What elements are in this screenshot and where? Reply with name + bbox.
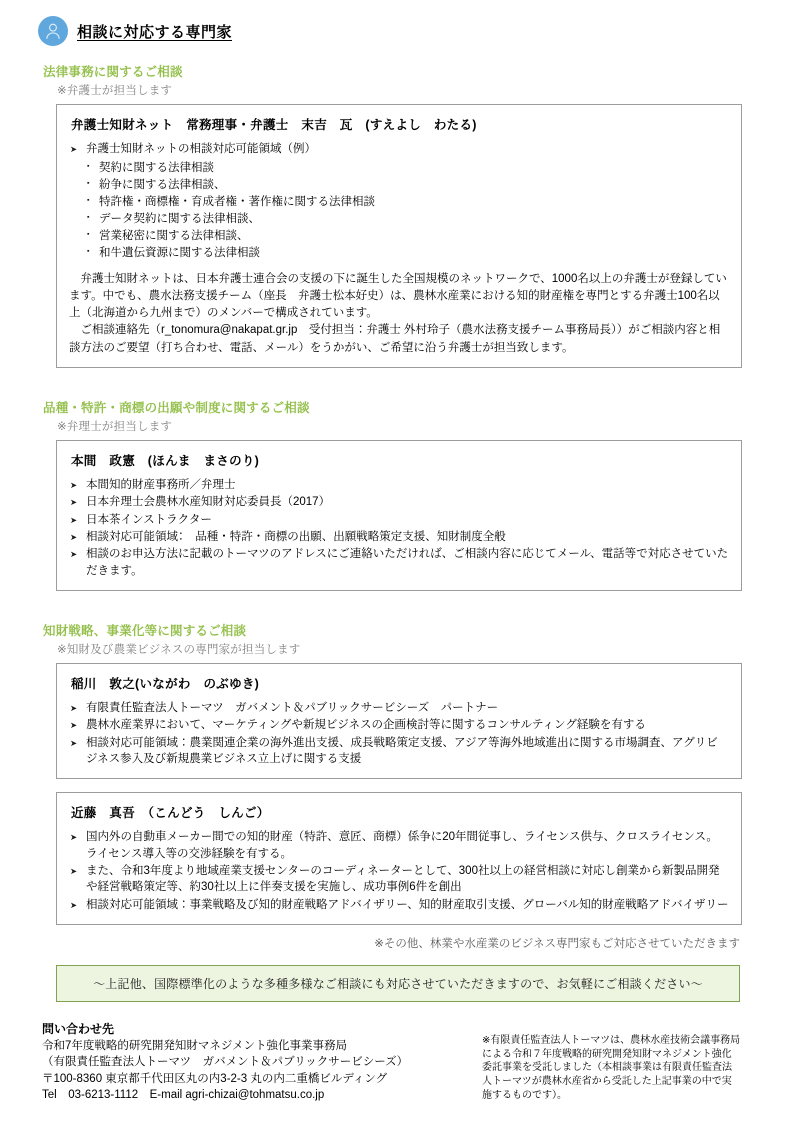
section-subheading: ※弁理士が担当します bbox=[57, 420, 173, 433]
section-ip-strategy bbox=[30, 621, 764, 951]
section-subheading: ※知財及び農業ビジネスの専門家が担当します bbox=[57, 643, 301, 656]
contact-block bbox=[42, 1020, 472, 1103]
list-item: ▪ 契約に関する法律相談 bbox=[85, 160, 729, 177]
expert-bullet-list bbox=[69, 700, 729, 767]
list-item: ▪ 特許権・商標権・育成者権・著作権に関する法律相談 bbox=[85, 194, 729, 211]
contact-label: 問い合わせ先 bbox=[42, 1021, 115, 1036]
expert-bullet-list bbox=[69, 829, 729, 913]
consultation-banner: ～上記他、国際標準化のような多種多様なご相談にも対応させていただきますので、お気軽にご相談ください～ bbox=[56, 965, 740, 1002]
expert-name: 弁護士知財ネット 常務理事・弁護士 末吉 瓦 (すえよし わたる) bbox=[71, 118, 477, 132]
contact-line: （有限責任監査法人トーマツ ガバメント＆パブリックサービシーズ） bbox=[42, 1056, 409, 1069]
sub-bullet-wrap bbox=[85, 160, 729, 261]
disclaimer-line: 人トーマツが農林水産省から受託した上記事業の中で実 bbox=[482, 1076, 732, 1088]
section-subheading: ※弁護士が担当します bbox=[57, 85, 173, 97]
list-item: ➤ 日本弁理士会農林水産知財対応委員長（2017） bbox=[69, 494, 729, 510]
expert-description bbox=[69, 271, 729, 357]
section-heading: 知財戦略、事業化等に関するご相談 bbox=[43, 623, 247, 638]
expert-bullet-list bbox=[69, 141, 729, 157]
disclaimer-line: による令和７年度戦略的研究開発知財マネジメント強化 bbox=[482, 1048, 732, 1060]
expert-name: 稲川 敦之(いながわ のぶゆき) bbox=[71, 676, 260, 691]
contact-address: 〒100-8360 東京都千代田区丸の内3-2-3 丸の内二重橋ビルディング bbox=[42, 1072, 388, 1085]
footer-disclaimer bbox=[482, 1020, 746, 1103]
contact-line: 令和7年度戦略的研究開発知財マネジメント強化事業事務局 bbox=[42, 1039, 348, 1052]
disclaimer-line: 委託事業を受託しました（本相談事業は有限責任監査法 bbox=[482, 1062, 732, 1074]
list-item: ➤ 国内外の自動車メーカー間での知的財産（特許、意匠、商標）係争に20年間従事し、ライセンス供与、クロスライセンス。ライセンス導入等の交渉経験を有する。 bbox=[69, 829, 729, 862]
expert-bullet-list bbox=[69, 477, 729, 579]
document-footer bbox=[42, 1020, 746, 1103]
list-item: ➤ 本間知的財産事務所／弁理士 bbox=[69, 477, 729, 493]
expert-sub-list bbox=[85, 160, 729, 261]
disclaimer-line: 施するものです）。 bbox=[482, 1090, 567, 1102]
list-item: ➤ 日本茶インストラクター bbox=[69, 512, 729, 528]
expert-card bbox=[56, 440, 742, 591]
list-item: ➤ 農林水産業界において、マーケティングや新規ビジネスの企画検討等に関するコンサルティング経験を有する bbox=[69, 717, 729, 733]
paragraph: 弁護士知財ネットは、日本弁護士連合会の支援の下に誕生した全国規模のネットワークで、1000名以上の弁護士が登録しています。中でも、農水法務支援チーム（座長 弁護士松本好史）は、農林水産業における知的財産権を専門とする弁護士100名以上（北海道から九州まで）のメンバーで構成されています。 bbox=[69, 272, 727, 320]
list-item: ▪ データ契約に関する法律相談、 bbox=[85, 211, 729, 228]
expert-name: 本間 政憲 (ほんま まさのり) bbox=[71, 453, 260, 468]
list-item: ➤ 有限責任監査法人トーマツ ガバメント＆パブリックサービシーズ パートナー bbox=[69, 700, 729, 716]
expert-card bbox=[56, 104, 742, 368]
section-ip-application bbox=[30, 398, 764, 591]
document-header bbox=[30, 10, 764, 48]
expert-card bbox=[56, 663, 742, 779]
list-item: ➤ また、令和3年度より地域産業支援センターのコーディネーターとして、300社以上の経営相談に対応し創業から新製品開発や経営戦略策定等、約30社以上に伴奏支援を実施し、成功事例6件を創出 bbox=[69, 863, 729, 896]
contact-tel-email: Tel 03-6213-1112 E-mail agri-chizai@tohmatsu.co.jp bbox=[42, 1088, 325, 1101]
expert-card bbox=[56, 792, 742, 925]
expert-name: 近藤 真吾 （こんどう しんご） bbox=[71, 806, 270, 821]
section-heading: 法律事務に関するご相談 bbox=[43, 65, 183, 79]
list-item: ▪ 和牛遺伝資源に関する法律相談 bbox=[85, 245, 729, 262]
person-avatar-icon bbox=[38, 16, 68, 46]
list-item: ➤ 相談対応可能領域： 品種・特許・商標の出願、出願戦略策定支援、知財制度全般 bbox=[69, 529, 729, 545]
list-item: ▪ 営業秘密に関する法律相談、 bbox=[85, 228, 729, 245]
paragraph: ご相談連絡先（r_tonomura@nakapat.gr.jp 受付担当：弁護士 外村玲子（農水法務支援チーム事務局長））がご相談内容と相談方法のご要望（打ち合わせ、電話、メール）をうかがい、ご希望に沿う弁護士が担当致します。 bbox=[69, 324, 721, 354]
page-title: 相談に対応する専門家 bbox=[77, 23, 233, 41]
list-item: ➤ 弁護士知財ネットの相談対応可能領域（例） bbox=[69, 141, 729, 157]
additional-experts-note: ※その他、林業や水産業のビジネス専門家もご対応させていただきます bbox=[374, 937, 740, 950]
section-legal-affairs bbox=[30, 62, 764, 368]
list-item: ➤ 相談対応可能領域：事業戦略及び知的財産戦略アドバイザリー、知的財産取引支援、グローバル知的財産戦略アドバイザリー bbox=[69, 897, 729, 913]
list-item: ➤ 相談対応可能領域：農業関連企業の海外進出支援、成長戦略策定支援、アジア等海外地域進出に関する市場調査、アグリビジネス参入及び新規農業ビジネス立上げに関する支援 bbox=[69, 735, 729, 768]
disclaimer-line: ※有限責任監査法人トーマツは、農林水産技術会議事務局 bbox=[482, 1034, 741, 1046]
list-item: ➤ 相談のお申込方法に記載のトーマツのアドレスにご連絡いただければ、ご相談内容に応じてメール、電話等で対応させていただきます。 bbox=[69, 546, 729, 579]
section-heading: 品種・特許・商標の出願や制度に関するご相談 bbox=[43, 400, 310, 415]
list-item: ▪ 紛争に関する法律相談、 bbox=[85, 177, 729, 194]
